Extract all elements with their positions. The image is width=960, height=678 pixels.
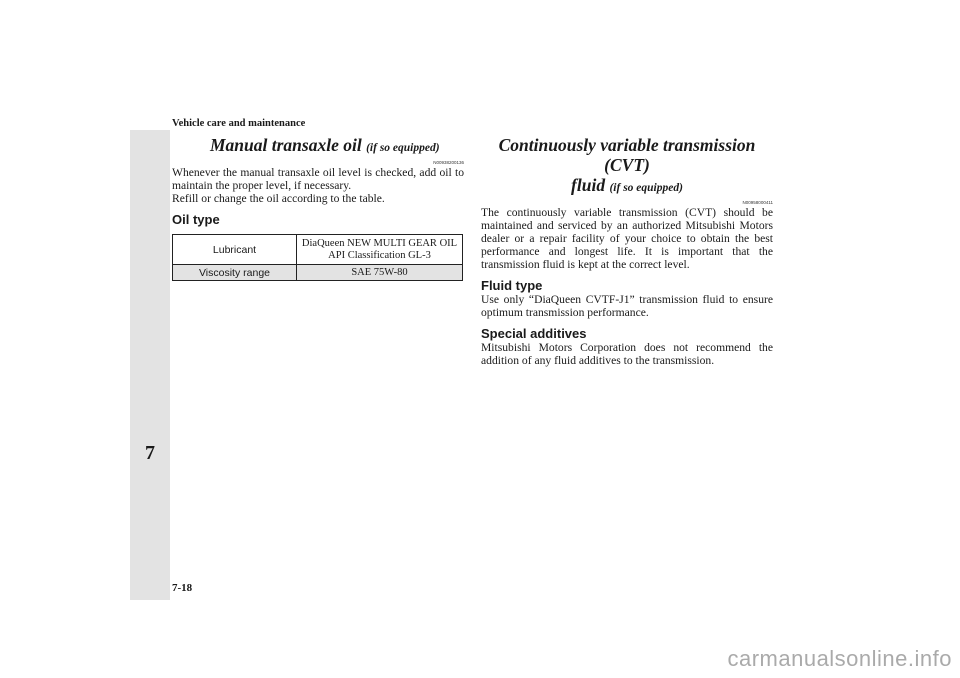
special-additives-paragraph: Mitsubishi Motors Corporation does not recommend the addition of any fluid additives to the transmission. xyxy=(481,341,773,367)
lubricant-value-line1: DiaQueen NEW MULTI GEAR OIL xyxy=(301,237,458,249)
heading-text: Manual transaxle oil xyxy=(210,135,362,155)
manual-transaxle-oil-heading xyxy=(172,135,464,158)
section-code: N00958000411 xyxy=(742,200,773,205)
cvt-intro-paragraph: The continuously variable transmission (CVT) should be maintained and serviced by an authorized Mitsubishi Motors dealer or a repair facility of your choice to obtain the best performance and longest life. It is important that the transmission fluid is kept at the correct level. xyxy=(481,206,773,271)
right-column xyxy=(481,135,773,367)
viscosity-label: Viscosity range xyxy=(173,265,297,281)
page-number: 7-18 xyxy=(172,582,193,594)
oil-type-heading: Oil type xyxy=(172,212,220,227)
left-column xyxy=(172,135,464,227)
running-header: Vehicle care and maintenance xyxy=(172,118,306,129)
special-additives-heading: Special additives xyxy=(481,326,587,341)
heading-text: fluid xyxy=(571,175,606,195)
fluid-type-paragraph: Use only “DiaQueen CVTF-J1” transmission fluid to ensure optimum transmission performance. xyxy=(481,293,773,319)
lubricant-value-line2: API Classification GL-3 xyxy=(328,249,431,261)
heading-qualifier: (if so equipped) xyxy=(366,142,440,154)
cvt-fluid-heading xyxy=(481,135,773,198)
heading-line-2 xyxy=(481,175,773,198)
lubricant-value xyxy=(297,235,463,265)
viscosity-value: SAE 75W-80 xyxy=(297,265,463,281)
heading-line-1: Continuously variable transmission (CVT) xyxy=(498,135,756,175)
heading-qualifier: (if so equipped) xyxy=(609,182,683,194)
section-code: N00938200136 xyxy=(433,160,464,165)
transaxle-paragraph-1: Whenever the manual transaxle oil level is checked, add oil to maintain the proper level, if necessary. xyxy=(172,166,464,192)
chapter-side-tab xyxy=(130,130,170,600)
site-watermark: carmanualsonline.info xyxy=(727,646,952,671)
transaxle-paragraph-2: Refill or change the oil according to the table. xyxy=(172,192,385,205)
table-row xyxy=(173,265,463,281)
lubricant-label: Lubricant xyxy=(173,235,297,265)
table-row xyxy=(173,235,463,265)
fluid-type-heading: Fluid type xyxy=(481,278,543,293)
oil-type-table xyxy=(172,234,463,281)
chapter-number: 7 xyxy=(145,442,155,464)
